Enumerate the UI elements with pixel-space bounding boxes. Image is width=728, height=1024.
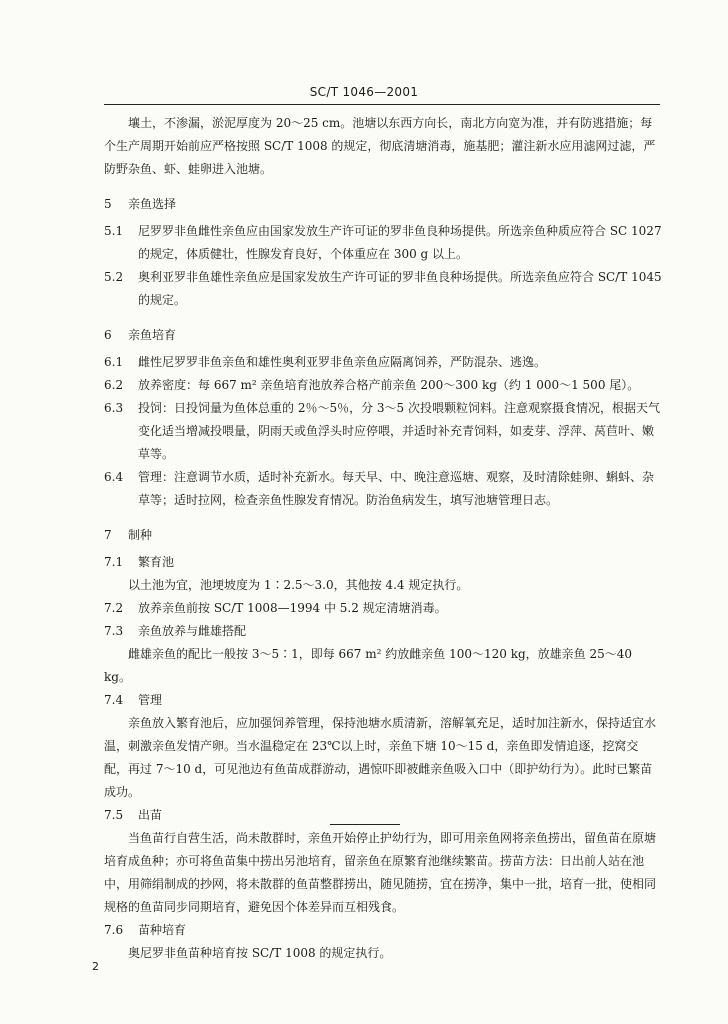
clause-5-2 <box>104 266 662 312</box>
clause-text: 尼罗罗非鱼雌性亲鱼应由国家发放生产许可证的罗非鱼良种场提供。所选亲鱼种质应符合 SC 1027 的规定，体质健壮，性腺发育良好，个体重应在 300 g 以上。 <box>138 224 662 261</box>
clause-6-3 <box>104 397 662 466</box>
end-of-standard-rule <box>330 824 400 825</box>
clause-title: 出苗 <box>138 808 163 822</box>
section-5-heading <box>104 193 662 216</box>
clause-text: 放养密度：每 667 m² 亲鱼培育池放养合格产前亲鱼 200～300 kg（约 1 000～1 500 尾）。 <box>138 378 640 392</box>
clause-text: 管理：注意调节水质，适时补充新水。每天早、中、晚注意巡塘、观察，及时清除蛙卵、蝌蚪、杂草等；适时拉网，检查亲鱼性腺发育情况。防治鱼病发生，填写池塘管理日志。 <box>138 470 655 507</box>
clause-7-4-heading <box>104 689 662 712</box>
clause-7-3-heading <box>104 620 662 643</box>
section-title: 亲鱼培育 <box>128 328 177 342</box>
clause-title: 亲鱼放养与雌雄搭配 <box>138 624 247 638</box>
clause-number: 6.3 <box>104 401 124 415</box>
header-rule <box>104 104 660 105</box>
clause-7-6-heading <box>104 919 662 942</box>
clause-title: 苗种培育 <box>138 923 187 937</box>
page-number: 2 <box>92 960 99 973</box>
clause-number: 7.5 <box>104 808 124 822</box>
section-7-heading <box>104 524 662 547</box>
clause-text: 奥利亚罗非鱼雄性亲鱼应是国家发放生产许可证的罗非鱼良种场提供。所选亲鱼应符合 SC/T 1045 的规定。 <box>138 270 662 307</box>
clause-7-6-body: 奥尼罗非鱼苗种培育按 SC/T 1008 的规定执行。 <box>128 946 392 960</box>
clause-number: 7.6 <box>104 923 124 937</box>
clause-text: 投饲：日投饲量为鱼体总重的 2％～5％，分 3～5 次投喂颗粒饲料。注意观察摄食情况，根据天气变化适当增减投喂量，阴雨天或鱼浮头时应停喂，并适时补充青饲料，如麦芽、浮萍、莴苣叶、嫩草等。 <box>138 401 660 461</box>
section-number: 6 <box>104 328 112 342</box>
clause-number: 6.1 <box>104 355 124 369</box>
section-title: 亲鱼选择 <box>128 197 177 211</box>
section-number: 7 <box>104 528 112 542</box>
clause-number: 7.1 <box>104 555 124 569</box>
section-6-heading <box>104 324 662 347</box>
clause-text: 放养亲鱼前按 SC/T 1008—1994 中 5.2 规定清塘消毒。 <box>138 601 447 615</box>
clause-7-2 <box>104 597 662 620</box>
standard-code-header: SC/T 1046—2001 <box>309 85 419 99</box>
top-paragraph: 壤土，不渗漏，淤泥厚度为 20～25 cm。池塘以东西方向长，南北方向宽为准，并有防逃措施；每个生产周期开始前应严格按照 SC/T 1008 的规定，彻底清塘消毒，施基肥；灌注新水应用滤网过滤，严防野杂鱼、虾、蛙卵进入池塘。 <box>104 116 656 176</box>
clause-number: 7.4 <box>104 693 124 707</box>
clause-7-3-body: 雌雄亲鱼的配比一般按 3～5∶1，即每 667 m² 约放雌亲鱼 100～120 kg，放雄亲鱼 25～40 kg。 <box>104 647 633 684</box>
clause-7-5-body: 当鱼苗行自营生活，尚未散群时，亲鱼开始停止护幼行为，即可用亲鱼网将亲鱼捞出，留鱼苗在原塘培育成鱼种；亦可将鱼苗集中捞出另池培育，留亲鱼在原繁育池继续繁苗。捞苗方法：日出前人站在池中，用筛绢制成的抄网，将未散群的鱼苗整群捞出，随见随捞，宜在捞净，集中一批，培育一批，使相同规格的鱼苗同步同期培育，避免因个体差异而互相残食。 <box>104 831 657 914</box>
clause-6-4 <box>104 466 662 512</box>
clause-6-2 <box>104 374 662 397</box>
clause-number: 6.4 <box>104 470 124 484</box>
clause-title: 管理 <box>138 693 163 707</box>
clause-number: 5.1 <box>104 224 124 238</box>
section-number: 5 <box>104 197 112 211</box>
clause-7-1-body: 以土池为宜，池埂坡度为 1∶2.5～3.0，其他按 4.4 规定执行。 <box>128 578 469 592</box>
document-body <box>104 112 662 965</box>
clause-title: 繁育池 <box>138 555 175 569</box>
clause-7-1-heading <box>104 551 662 574</box>
clause-number: 7.2 <box>104 601 124 615</box>
clause-6-1 <box>104 351 662 374</box>
clause-7-4-body: 亲鱼放入繁育池后，应加强饲养管理，保持池塘水质清新，溶解氧充足，适时加注新水，保持适宜水温，刺激亲鱼发情产卵。当水温稳定在 23℃以上时，亲鱼下塘 10～15 d，亲鱼即发情追逐，挖窝交配，再过 7～10 d，可见池边有鱼苗成群游动，遇惊吓即被雌亲鱼吸入口中（即护幼行为）。此时已繁苗成功。 <box>104 716 657 799</box>
clause-number: 5.2 <box>104 270 124 284</box>
clause-number: 6.2 <box>104 378 124 392</box>
clause-number: 7.3 <box>104 624 124 638</box>
clause-text: 雌性尼罗罗非鱼亲鱼和雄性奥利亚罗非鱼亲鱼应隔离饲养，严防混杂、逃逸。 <box>138 355 547 369</box>
section-title: 制种 <box>128 528 153 542</box>
clause-5-1 <box>104 220 662 266</box>
